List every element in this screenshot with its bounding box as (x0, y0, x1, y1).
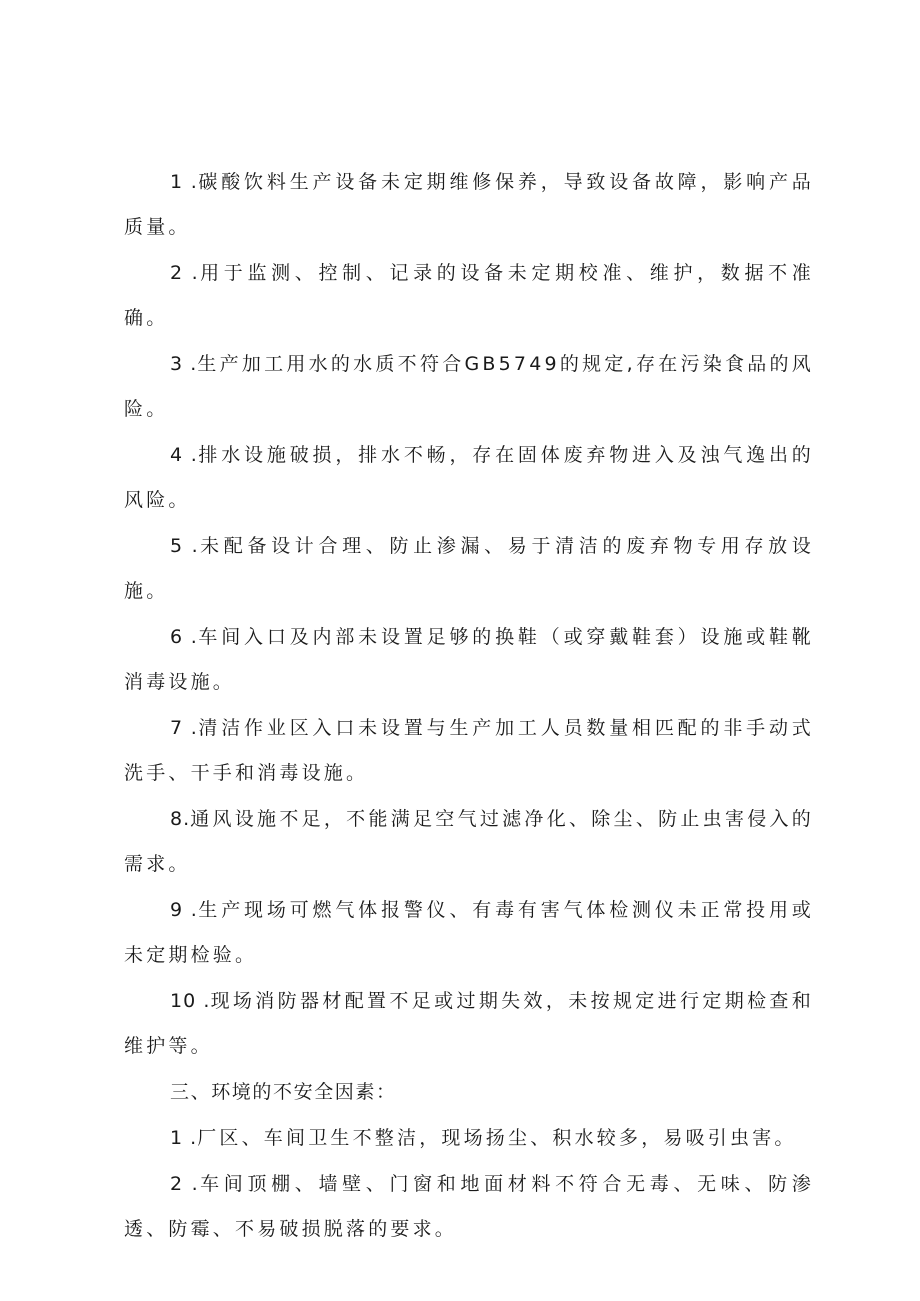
item-text: 用于监测、控制、记录的设备未定期校准、维护，数据不准确。 (124, 262, 814, 329)
item-text: 未配备设计合理、防止渗漏、易于清洁的废弃物专用存放设施。 (124, 535, 814, 602)
item-number: 3 (170, 353, 184, 375)
list-item (124, 524, 814, 614)
item-separator: . (196, 990, 211, 1012)
item-separator: . (183, 171, 198, 193)
list-item (124, 1116, 814, 1161)
item-text: 现场消防器材配置不足或过期失效，未按规定进行定期检查和维护等。 (124, 990, 814, 1057)
item-text: 车间入口及内部未设置足够的换鞋（或穿戴鞋套）设施或鞋靴消毒设施。 (124, 626, 814, 693)
list-item (124, 433, 814, 523)
list-item (124, 1162, 814, 1252)
item-number: 5 (170, 535, 184, 557)
item-number: 6 (170, 626, 184, 648)
list-item (124, 251, 814, 341)
item-text: 生产现场可燃气体报警仪、有毒有害气体检测仪未正常投用或未定期检验。 (124, 899, 814, 966)
item-text: 碳酸饮料生产设备未定期维修保养，导致设备故障，影响产品质量。 (124, 171, 814, 238)
item-separator: . (183, 353, 198, 375)
list-item (124, 615, 814, 705)
item-number: 1 (170, 171, 184, 193)
item-text: 清洁作业区入口未设置与生产加工人员数量相匹配的非手动式洗手、干手和消毒设施。 (124, 717, 814, 784)
list-item (124, 706, 814, 796)
section-heading: 三、环境的不安全因素： (170, 1081, 397, 1103)
item-separator: . (183, 899, 198, 921)
item-text: 厂区、车间卫生不整洁，现场扬尘、积水较多，易吸引虫害。 (197, 1127, 797, 1149)
item-number: 2 (170, 1173, 184, 1195)
list-item (124, 342, 814, 432)
item-separator: . (183, 1127, 198, 1149)
item-number: 1 (170, 1127, 184, 1149)
item-text: 排水设施破损，排水不畅，存在固体废弃物进入及浊气逸出的风险。 (124, 444, 814, 511)
item-separator: . (183, 808, 191, 830)
item-text: 通风设施不足，不能满足空气过滤净化、除尘、防止虫害侵入的需求。 (124, 808, 814, 875)
item-number: 8 (170, 808, 184, 830)
item-separator: . (183, 444, 198, 466)
list-item (124, 979, 814, 1069)
item-number: 10 (170, 990, 197, 1012)
item-separator: . (183, 717, 198, 739)
item-number: 9 (170, 899, 184, 921)
item-number: 4 (170, 444, 184, 466)
item-separator: . (183, 535, 199, 557)
item-number: 2 (170, 262, 184, 284)
item-separator: . (183, 1173, 199, 1195)
item-separator: . (183, 262, 199, 284)
document-body (124, 160, 814, 1253)
item-text: 生产加工用水的水质不符合GB5749的规定,存在污染食品的风险。 (124, 353, 814, 420)
item-text: 车间顶棚、墙壁、门窗和地面材料不符合无毒、无味、防渗透、防霉、不易破损脱落的要求。 (124, 1173, 814, 1240)
item-separator: . (183, 626, 198, 648)
list-item (124, 888, 814, 978)
list-item (124, 160, 814, 250)
item-number: 7 (170, 717, 184, 739)
list-item (124, 797, 814, 887)
